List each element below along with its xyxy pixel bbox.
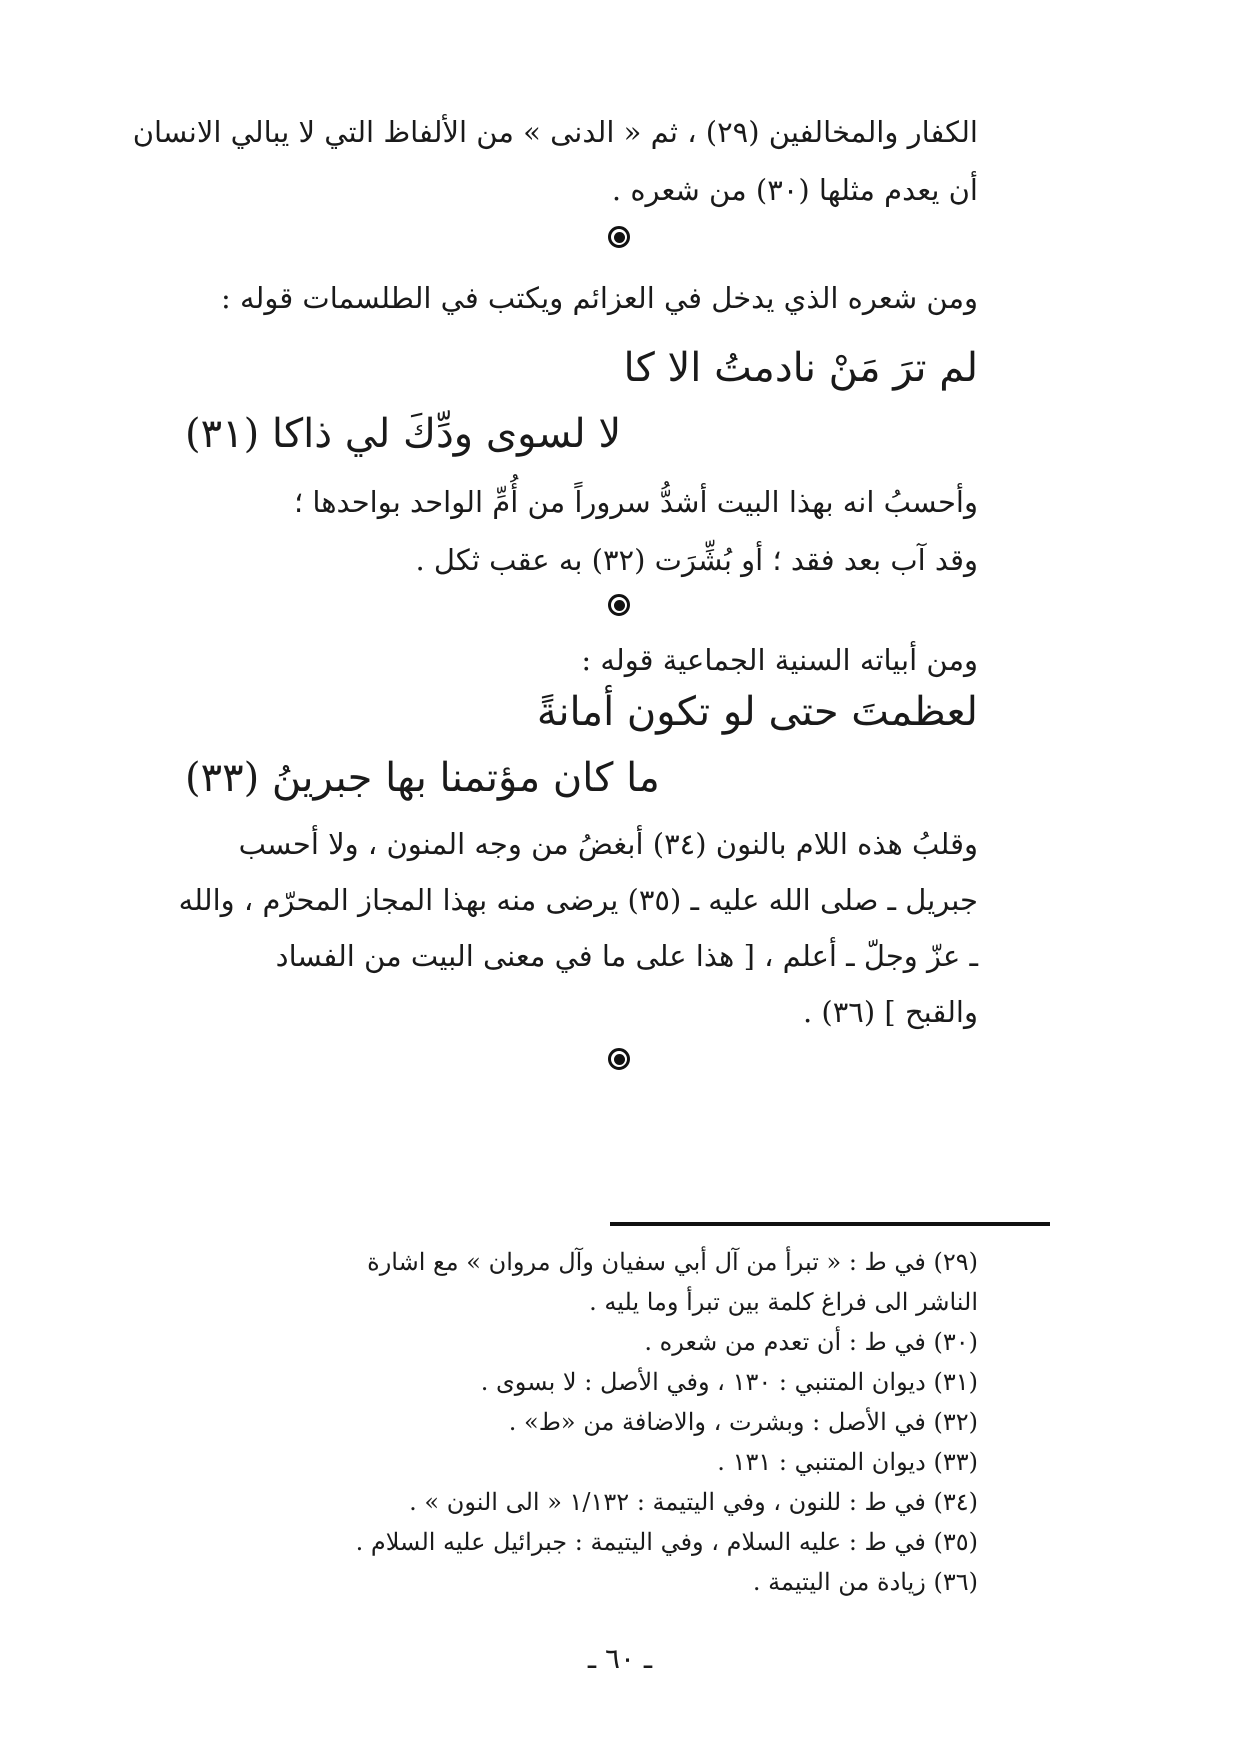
- section-separator-icon: [608, 1048, 630, 1070]
- footnote-line: (٣٣) ديوان المتنبي : ١٣١ .: [717, 1448, 978, 1476]
- section-separator-icon: [608, 594, 630, 616]
- body-line: وقلبُ هذه اللام بالنون (٣٤) أبغضُ من وجه المنون ، ولا أحسب: [238, 827, 978, 861]
- body-line: الكفار والمخالفين (٢٩) ، ثم « الدنى » من الألفاظ التي لا يبالي الانسان: [132, 115, 978, 149]
- body-line: ـ عزّ وجلّ ـ أعلم ، [ هذا على ما في معنى البيت من الفساد: [275, 939, 978, 973]
- footnote-line: الناشر الى فراغ كلمة بين تبرأ وما يليه .: [589, 1288, 978, 1316]
- footnote-line: (٣٦) زيادة من اليتيمة .: [752, 1568, 978, 1596]
- footnote-line: (٣١) ديوان المتنبي : ١٣٠ ، وفي الأصل : لا بسوى .: [480, 1368, 978, 1396]
- verse-hemistich-1: لم ترَ مَنْ نادمتُ الا كا: [623, 345, 978, 391]
- body-line: جبريل ـ صلى الله عليه ـ (٣٥) يرضى منه بهذا المجاز المحرّم ، والله: [178, 883, 978, 917]
- body-line: وأحسبُ انه بهذا البيت أشدُّ سروراً من أُمِّ الواحد بواحدها ؛: [293, 485, 978, 519]
- verse-hemistich-1: لعظمتَ حتى لو تكون أمانةً: [536, 689, 978, 735]
- verse-hemistich-2: ما كان مؤتمنا بها جبرينُ (٣٣): [185, 755, 660, 801]
- body-line: والقبح ] (٣٦) .: [802, 995, 978, 1029]
- footnote-divider: [610, 1222, 1050, 1226]
- footnote-line: (٣٤) في ط : للنون ، وفي اليتيمة : ١/١٣٢ « الى النون » .: [409, 1488, 978, 1516]
- footnote-line: (٣٥) في ط : عليه السلام ، وفي اليتيمة : جبرائيل عليه السلام .: [355, 1528, 978, 1556]
- verse-hemistich-2: لا لسوى ودِّكَ لي ذاكا (٣١): [185, 411, 622, 457]
- footnote-line: (٣٢) في الأصل : وبشرت ، والاضافة من «ط» .: [508, 1408, 978, 1436]
- section-separator-icon: [608, 226, 630, 248]
- footnote-line: (٢٩) في ط : « تبرأ من آل أبي سفيان وآل مروان » مع اشارة: [367, 1248, 978, 1276]
- body-line: ومن أبياته السنية الجماعية قوله :: [581, 643, 978, 677]
- body-line: أن يعدم مثلها (٣٠) من شعره .: [611, 173, 978, 207]
- footnote-line: (٣٠) في ط : أن تعدم من شعره .: [644, 1328, 978, 1356]
- body-line: ومن شعره الذي يدخل في العزائم ويكتب في الطلسمات قوله :: [220, 281, 978, 315]
- body-line: وقد آب بعد فقد ؛ أو بُشِّرَت (٣٢) به عقب ثكل .: [415, 543, 978, 577]
- page-number: ـ ٦٠ ـ: [587, 1642, 653, 1675]
